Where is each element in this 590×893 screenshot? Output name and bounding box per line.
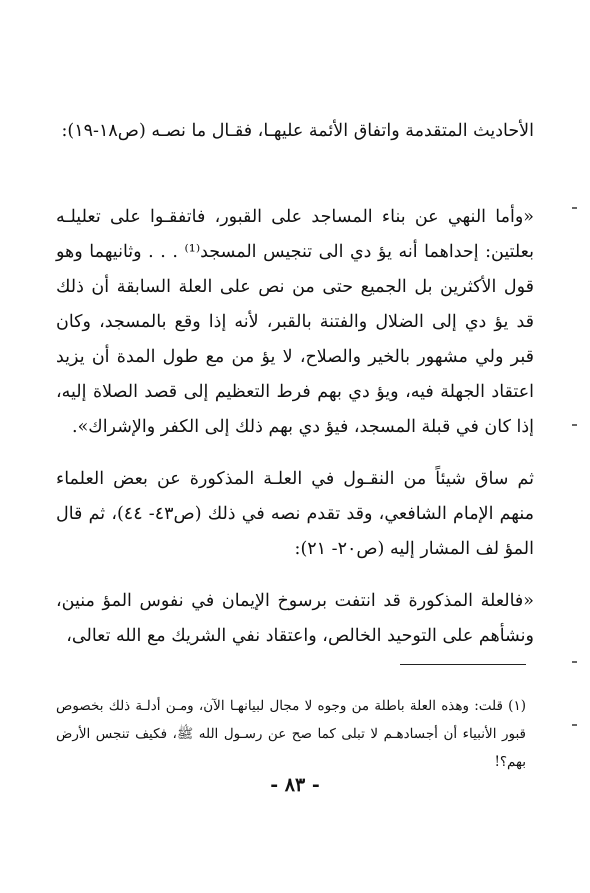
scan-mark bbox=[572, 724, 577, 726]
scan-mark bbox=[572, 207, 577, 209]
paragraph-2: «وأما النهي عن بناء المساجد على القبور، فاتفقـوا على تعليلـه بعلتين: إحداهما أنه يؤ دي الى تنجيس المسجد⁽¹⁾ . . . وثانيهما وهو قول الأكثرين بل الجميع حتى من نص على العلة السابقة أن ذلك قد يؤ دي إلى الضلال والفتنة بالقبر، لأنه إذا وقع بالمسجد، وكان قبر ولي مشهور بالخير والصلاح، لا يؤ من مع طول المدة أن يزيد اعتقاد الجهلة فيه، ويؤ دي بهم فرط التعظيم إلى قصد الصلاة إليه، إذا كان في قبلة المسجد، فيؤ دي بهم ذلك إلى الكفر والإشراك». bbox=[56, 206, 534, 437]
page-number: - ٨٣ - bbox=[270, 774, 320, 796]
paragraph-1: الأحاديث المتقدمة واتفاق الأئمة عليهـا، فقـال ما نصـه (ص١٨-١٩): bbox=[61, 120, 534, 141]
footnote: (١) قلت: وهذه العلة باطلة من وجوه لا مجال لبيانهـا الآن، ومـن أدلـة ذلك بخصوص قبور الأنبياء أن أجسادهـم لا تبلى كما صح عن رسـول الله ﷺ، فكيف تنجس الأرض بهم؟! bbox=[56, 697, 526, 770]
footnote-separator bbox=[400, 664, 526, 665]
paragraph-4: «فالعلة المذكورة قد انتفت برسوخ الإيمان في نفوس المؤ منين، ونشأهم على التوحيد الخالص، واعتقاد نفي الشريك مع الله تعالى، bbox=[56, 590, 534, 646]
scan-mark bbox=[572, 661, 577, 663]
scan-mark bbox=[572, 424, 577, 426]
paragraph-3: ثم ساق شيئاً من النقـول في العلـة المذكورة عن بعض العلماء منهم الإمام الشافعي، وقد تقدم نصه في ذلك (ص٤٣- ٤٤)، ثم قال المؤ لف المشار إليه (ص٢٠- ٢١): bbox=[56, 468, 534, 559]
